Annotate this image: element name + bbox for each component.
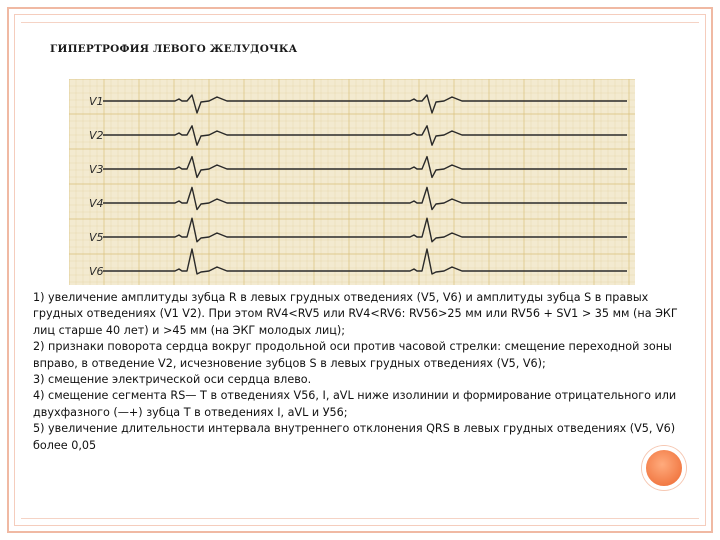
criterion-3: 3) смещение электрической оси сердца влево. (33, 373, 312, 387)
lead-label-v3: V3 (89, 163, 104, 176)
lead-label-v5: V5 (89, 231, 104, 244)
criterion-5: 5) увеличение длительности интервала внутреннего отклонения QRS в левых грудных отведениях (V5, V6) более 0,05 (33, 422, 676, 452)
ecg-grid (69, 79, 635, 285)
ecg-strip (69, 79, 635, 285)
criterion-4: 4) смещение сегмента RS— T в отведениях V56, I, aVL ниже изолинии и формирование отрицательного или двухфазного (—+) зубца T в отведениях I, aVL и У56; (33, 389, 677, 419)
bottom-rule (21, 518, 699, 519)
ecg-trace-v4 (103, 187, 627, 209)
criteria-list (33, 290, 693, 454)
lead-label-v4: V4 (89, 197, 104, 210)
top-rule (21, 22, 699, 23)
lead-label-v2: V2 (89, 129, 104, 142)
lead-label-v1: V1 (89, 95, 104, 108)
ecg-trace-v6 (103, 249, 627, 274)
ecg-trace-v1 (103, 95, 627, 113)
criterion-1: 1) увеличение амплитуды зубца R в левых грудных отведениях (V5, V6) и амплитуды зубца S в правых грудных отведениях (V1 V2). При этом RV4<RV5 или RV4<RV6: RV56>25 мм или RV56 + SV1 > 35 мм (на ЭКГ лиц старше 40 лет) и >45 мм (на ЭКГ молодых лиц); (33, 291, 678, 337)
slide-title: ГИПЕРТРОФИЯ ЛЕВОГО ЖЕЛУДОЧКА (50, 43, 298, 55)
decorative-circle (642, 446, 686, 490)
criterion-2: 2) признаки поворота сердца вокруг продольной оси против часовой стрелки: смещение переходной зоны вправо, в отведение V2, исчезновение зубцов S в левых грудных отведениях (V5, V6); (33, 340, 672, 370)
ecg-trace-v3 (103, 157, 627, 178)
ecg-trace-v2 (103, 126, 627, 145)
ecg-trace-v5 (103, 218, 627, 242)
lead-label-v6: V6 (89, 265, 104, 278)
ecg-image (69, 79, 635, 285)
